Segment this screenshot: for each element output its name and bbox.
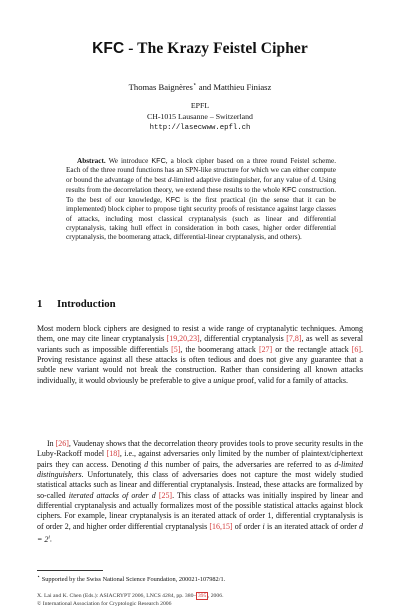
abstract-kfc: KFC — [165, 195, 181, 204]
abstract-text: . Using results from the decorrelation theory, we extend these results to the whole — [66, 175, 336, 194]
title-cipher-name: KFC — [92, 40, 125, 57]
citation-link[interactable]: [6] — [351, 344, 362, 354]
author-connector: and — [196, 81, 214, 92]
title-rest: - The Krazy Feistel Cipher — [124, 40, 308, 57]
author-list — [0, 81, 400, 92]
abstract-text: is the first practical (in the sense that it can be implemented) block cipher to propose tight security proofs of resistance against large classes of attacks, including most classical cryptanalysis (such as linear and differential cryptanalysis, taking hull effect in consideration in both cases, higher order differential cryptanalysis, the boomerang attack, differential-linear cryptanalysis, and others). — [66, 196, 336, 241]
body-text: . Unfortunately, this class of adversaries does not capture the most widely studied statistical attacks such as linear and differential cryptanalysis. Instead, these attacks are formalized by so-called — [37, 470, 363, 500]
abstract — [66, 156, 336, 242]
abstract-kfc: KFC — [151, 156, 166, 165]
body-text: or the rectangle attack — [272, 344, 352, 354]
equation-base: d = 2 — [37, 521, 364, 544]
footnote-text: Supported by the Swiss National Science Foundation, 200021-107982/1. — [40, 576, 226, 584]
body-text: proof, valid for a family of attacks. — [234, 375, 348, 385]
math-i: i — [262, 521, 265, 531]
publication-text: X. Lai and K. Chen (Eds.): ASIACRYPT 2006, LNCS 4284, pp. 380– — [37, 593, 197, 599]
section-heading — [37, 298, 116, 310]
citation-link[interactable]: [25] — [158, 490, 173, 500]
body-text: . — [49, 534, 52, 544]
math-d: d — [144, 459, 149, 469]
paper-title — [0, 40, 400, 58]
footnote — [37, 574, 363, 583]
page-range-link[interactable]: 395 — [197, 593, 207, 599]
footnote-rule — [37, 570, 103, 571]
citation-link[interactable]: [16,15] — [209, 521, 233, 531]
body-text: , i.e., against adversaries only limited by the number of plaintext/ciphertext pairs they can access. Denoting — [37, 449, 363, 469]
emphasis: d-limited distinguishers — [37, 459, 363, 480]
abstract-text: , a block cipher based on a three round Feistel scheme. Each of the three round functions has an SPN-like structure for which we can either compute or bound the advantage of the best — [66, 157, 336, 184]
body-text: this number of pairs, the adversaries are referred to as — [148, 459, 335, 469]
section-number: 1 — [37, 298, 43, 310]
body-text: In — [47, 439, 56, 448]
citation-link[interactable]: [26] — [55, 439, 69, 448]
body-text: . Proving resistance against all these attacks is often tedious and does not give any guarantee that a subtle new variant would not break the construction. Rather than considering all known attacks individually, it would obviously be preferable to give a — [37, 344, 364, 385]
intro-paragraph-2 — [37, 439, 363, 545]
affiliation-url[interactable]: http://lasecwww.epfl.ch — [149, 123, 251, 132]
citation-link[interactable]: [19,20,23] — [166, 334, 200, 344]
abstract-text: construction. To the best of our knowledge, — [66, 185, 336, 204]
author-second: Matthieu Finiasz — [213, 81, 272, 92]
body-text: , differential cryptanalysis — [199, 334, 287, 344]
body-text: . This class of attacks was initially inspired by linear and differential cryptanalysis and actually formalizes most of the possible statistical attacks against block ciphers. For example, linear cryptanalysis is an iterated attack of order 1, differential cryptanalysis is of order 2, and higher order differential cryptanalysis — [37, 490, 363, 531]
section-title: Introduction — [57, 298, 116, 310]
body-text: of order — [232, 521, 263, 531]
author-footnote-mark: ⋆ — [192, 82, 197, 88]
abstract-text: We introduce — [105, 157, 152, 165]
affiliation-institution: EPFL — [190, 101, 210, 110]
body-text: is an iterated attack of order — [264, 521, 360, 531]
intro-paragraph-1 — [37, 324, 363, 386]
citation-link[interactable]: [7,8] — [286, 334, 302, 344]
body-text: , the boomerang attack — [180, 344, 259, 354]
affiliation-address: CH-1015 Lausanne – Switzerland — [147, 111, 253, 121]
citation-link[interactable]: [5] — [171, 344, 181, 354]
author-first: Thomas Baignères — [128, 81, 193, 92]
copyright-line: © International Association for Cryptologic Research 2006 — [37, 600, 172, 607]
abstract-label: Abstract. — [77, 157, 106, 165]
affiliation — [0, 101, 400, 133]
emphasis: unique — [213, 375, 235, 385]
abstract-text: -limited adaptive distinguisher, for any value of — [171, 175, 312, 184]
emphasis: iterated attacks of order d — [68, 490, 156, 500]
citation-link[interactable]: [27] — [258, 344, 273, 354]
body-text: , Vaudenay shows that the decorrelation theory provides tools to prove security results in the Luby-Rackoff model — [37, 439, 363, 459]
footnote-mark: ⋆ — [37, 575, 41, 580]
citation-link[interactable]: [18] — [106, 449, 120, 459]
equation-exponent: i — [48, 534, 50, 541]
body-text: , as well as several variants such as impossible differentials — [37, 334, 363, 354]
abstract-math-d: d — [311, 175, 316, 184]
abstract-math-d: d — [167, 175, 172, 184]
abstract-kfc: KFC — [282, 184, 297, 194]
publication-info — [37, 593, 367, 609]
publication-text: , 2006. — [207, 593, 224, 599]
body-text: Most modern block ciphers are designed to resist a wide range of cryptanalytic techniques. Among them, one may cite linear cryptanalysis — [37, 324, 363, 344]
